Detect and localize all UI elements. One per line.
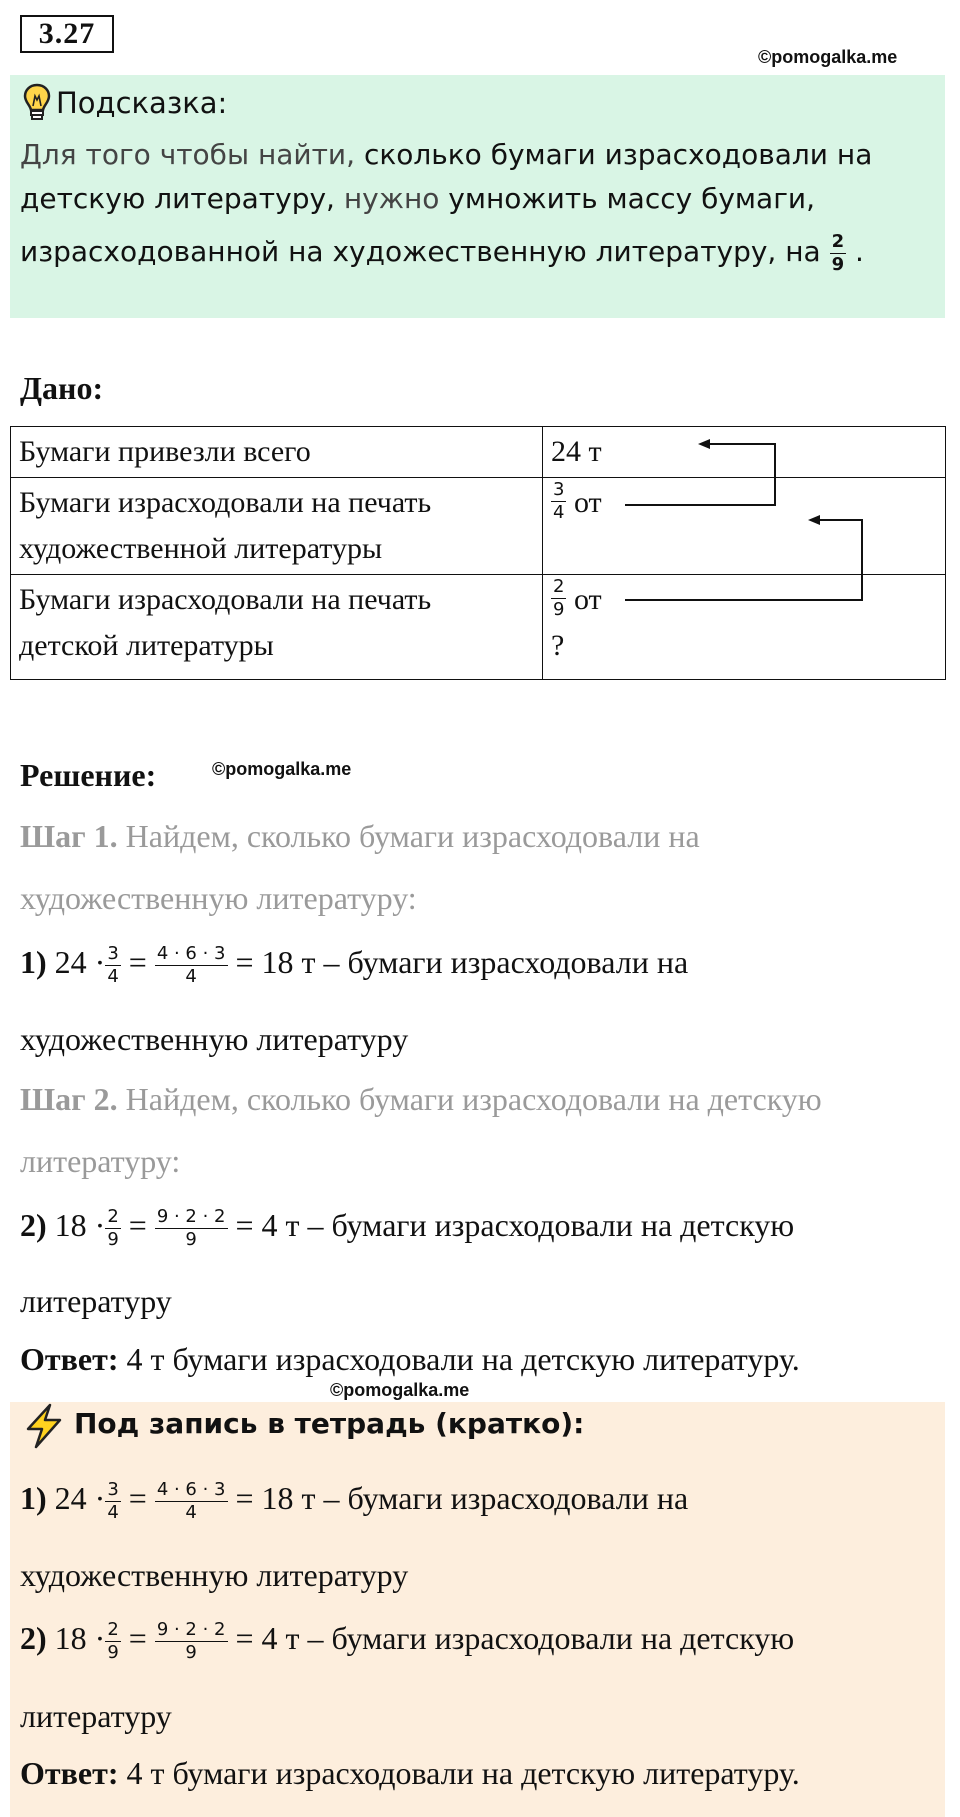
- step1-text-cont: художественную литературу:: [20, 880, 417, 916]
- given-title: Дано:: [20, 370, 104, 406]
- given-label-total: Бумаги привезли всего: [11, 427, 543, 478]
- problem-number: 3.27: [20, 15, 114, 53]
- equation-1: 1) 24 · $\frac{3}{4}$ = $\frac{4 \cdot 6 \cdot 3}{4}$ = 18 т – бумаги израсходовали на: [20, 943, 689, 988]
- arrowhead-icon: [808, 515, 820, 525]
- given-value-fiction: $\frac{3}{4}$ от: [543, 478, 946, 575]
- relation-arrows: [600, 430, 900, 610]
- step1-text: Шаг 1. Найдем, сколько бумаги израсходовали на: [20, 818, 700, 854]
- equation-2: 2) 18 · $\frac{2}{9}$ = $\frac{9 \cdot 2 \cdot 2}{9}$ = 4 т – бумаги израсходовали на детскую: [20, 1206, 795, 1251]
- hint-line-1: Для того чтобы найти, сколько бумаги израсходовали на: [20, 138, 873, 171]
- summary-equation-2: 2) 18 · $\frac{2}{9}$ = $\frac{9 \cdot 2 \cdot 2}{9}$ = 4 т – бумаги израсходовали на детскую: [20, 1619, 795, 1664]
- given-label-fiction: Бумаги израсходовали на печать художественной литературы: [11, 478, 543, 575]
- solution-title: Решение:: [20, 757, 157, 793]
- hint-fraction: $\frac{2}{9}$: [831, 230, 845, 275]
- arrowhead-icon: [698, 439, 710, 449]
- summary-equation-2-cont: литературу: [20, 1698, 172, 1734]
- watermark: ©pomogalka.me: [758, 47, 898, 67]
- given-value-total: 24 т: [543, 427, 946, 478]
- summary-title: Под запись в тетрадь (кратко):: [74, 1407, 585, 1440]
- arrow-fiction-to-total: [625, 444, 775, 505]
- arrow-children-to-fiction: [625, 520, 862, 600]
- summary-answer: Ответ: 4 т бумаги израсходовали на детскую литературу.: [20, 1755, 800, 1791]
- equation-1-cont: художественную литературу: [20, 1021, 409, 1057]
- equation-2-cont: литературу: [20, 1283, 172, 1319]
- hint-title: Подсказка:: [56, 86, 228, 120]
- step2-text-cont: литературу:: [20, 1143, 181, 1179]
- watermark: ©pomogalka.me: [212, 759, 352, 779]
- hint-line-2: детскую литературу, нужно умножить массу бумаги,: [20, 182, 816, 215]
- lightbulb-icon: [22, 82, 52, 122]
- hint-line-3: израсходованной на художественную литературу, на $\frac{2}{9}$ .: [20, 230, 864, 275]
- given-label-children: Бумаги израсходовали на печать детской литературы: [11, 575, 543, 680]
- lightning-icon: [22, 1403, 66, 1449]
- given-value-children: $\frac{2}{9}$ от ?: [543, 575, 946, 680]
- answer: Ответ: 4 т бумаги израсходовали на детскую литературу.: [20, 1341, 800, 1377]
- step2-text: Шаг 2. Найдем, сколько бумаги израсходовали на детскую: [20, 1081, 822, 1117]
- watermark: ©pomogalka.me: [330, 1380, 470, 1400]
- summary-equation-1: 1) 24 · $\frac{3}{4}$ = $\frac{4 \cdot 6 \cdot 3}{4}$ = 18 т – бумаги израсходовали на: [20, 1479, 689, 1524]
- summary-equation-1-cont: художественную литературу: [20, 1557, 409, 1593]
